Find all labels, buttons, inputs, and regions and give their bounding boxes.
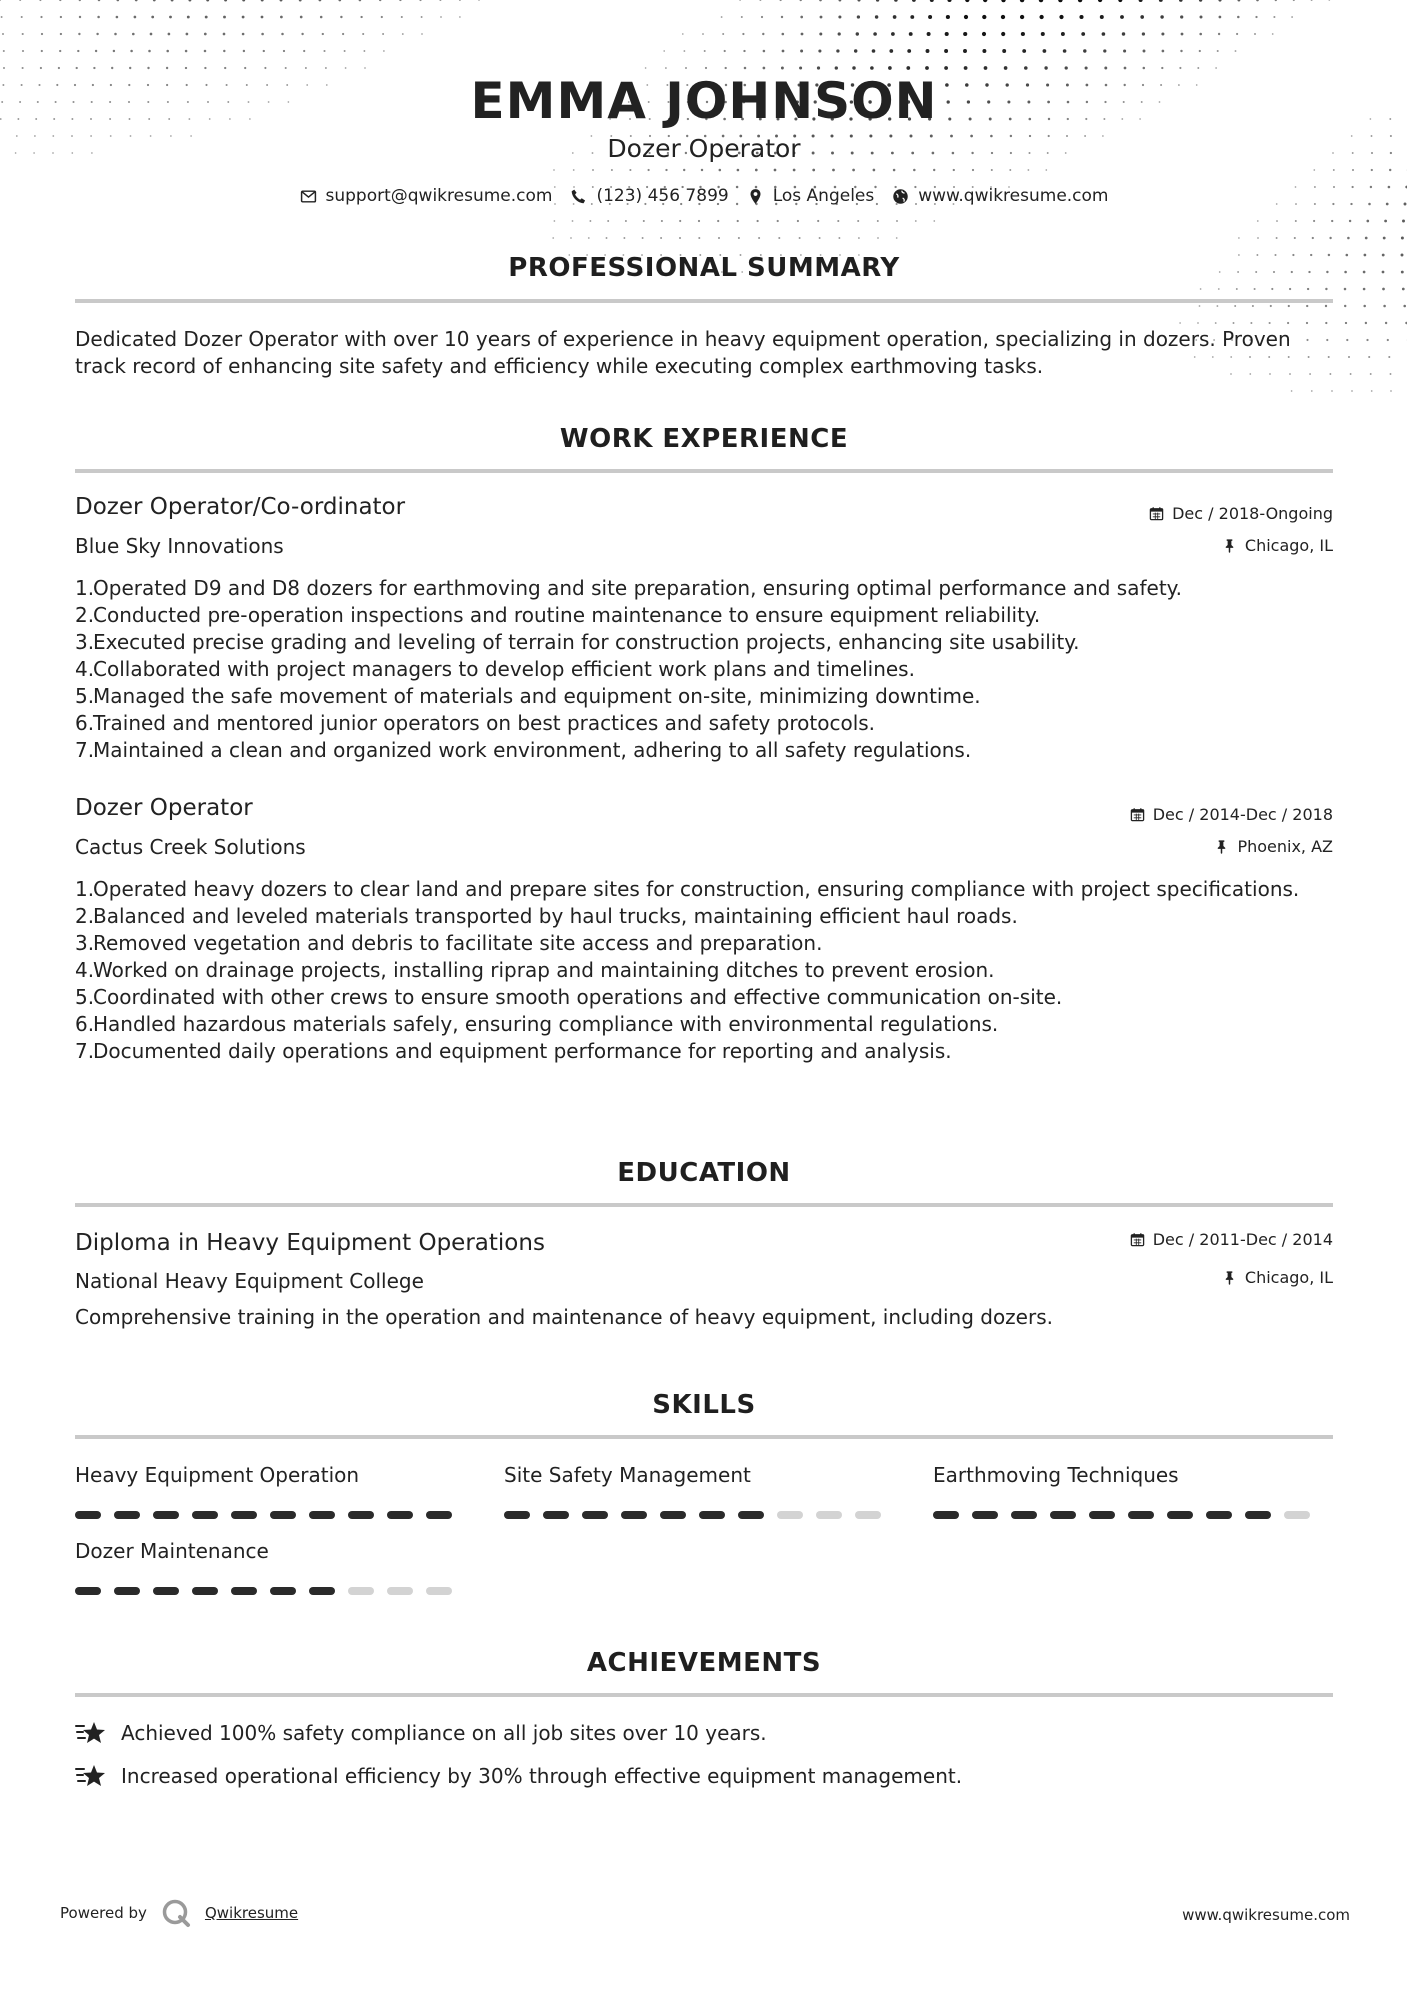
duty-text: Conducted pre-operation inspections and routine maintenance to ensure equipment reliability. — [93, 603, 1041, 627]
skills-heading: SKILLS — [652, 1390, 756, 1420]
footer-website[interactable]: www.qwikresume.com — [1182, 1906, 1350, 1924]
education-degree: Diploma in Heavy Equipment Operations — [75, 1230, 545, 1256]
skill-segment-filled — [543, 1511, 569, 1519]
skill-segment-filled — [699, 1511, 725, 1519]
duty-item: 7. Maintained a clean and organized work environment, adhering to all safety regulations. — [75, 738, 972, 762]
duty-text: Collaborated with project managers to develop efficient work plans and timelines. — [93, 657, 915, 681]
duty-text: Executed precise grading and leveling of terrain for construction projects, enhancing site usability. — [93, 630, 1080, 654]
achievement-item — [75, 1719, 767, 1747]
education-dates — [1130, 1230, 1333, 1249]
globe-icon — [892, 188, 909, 205]
skill-segment-filled — [231, 1587, 257, 1595]
skill-segment-filled — [1050, 1511, 1076, 1519]
duty-item: 4. Collaborated with project managers to develop efficient work plans and timelines. — [75, 657, 915, 681]
calendar-icon — [1130, 1232, 1145, 1247]
job-location-text-1: Chicago, IL — [1244, 536, 1333, 555]
education-school: National Heavy Equipment College — [75, 1269, 424, 1293]
education-heading: EDUCATION — [617, 1158, 791, 1188]
envelope-icon — [300, 188, 317, 205]
summary-heading: PROFESSIONAL SUMMARY — [508, 253, 900, 283]
skill-segment-filled — [114, 1587, 140, 1595]
skill-segment-filled — [933, 1511, 959, 1519]
skill-segment-filled — [114, 1511, 140, 1519]
skill-segment-filled — [1128, 1511, 1154, 1519]
achievement-text: Achieved 100% safety compliance on all job sites over 10 years. — [121, 1721, 767, 1745]
skill-segment-filled — [1011, 1511, 1037, 1519]
shooting-star-icon — [75, 1719, 107, 1747]
duty-item: 4. Worked on drainage projects, installing riprap and maintaining ditches to prevent erosion. — [75, 958, 995, 982]
duty-text: Operated heavy dozers to clear land and prepare sites for construction, ensuring compliance with project specifications. — [93, 877, 1300, 901]
education-divider — [75, 1203, 1333, 1207]
duty-text: Coordinated with other crews to ensure smooth operations and effective communication on-site. — [93, 985, 1063, 1009]
achievements-divider — [75, 1693, 1333, 1697]
skill-segment-filled — [1245, 1511, 1271, 1519]
skill-segment-filled — [1089, 1511, 1115, 1519]
duty-item: 7. Documented daily operations and equipment performance for reporting and analysis. — [75, 1039, 952, 1063]
phone-icon — [570, 188, 587, 205]
skill-segment-filled — [660, 1511, 686, 1519]
skill-name-1: Heavy Equipment Operation — [75, 1463, 360, 1487]
job-location-2 — [1214, 837, 1333, 856]
education-dates-text: Dec / 2011-Dec / 2014 — [1152, 1230, 1333, 1249]
skill-segment-filled — [75, 1511, 101, 1519]
skill-name-4: Dozer Maintenance — [75, 1539, 269, 1563]
map-pin-icon — [747, 188, 764, 205]
contact-website-text: www.qwikresume.com — [918, 186, 1109, 206]
duty-item: 6. Handled hazardous materials safely, ensuring compliance with environmental regulations. — [75, 1012, 999, 1036]
experience-heading: WORK EXPERIENCE — [559, 424, 849, 454]
duty-text: Balanced and leveled materials transported by haul trucks, maintaining efficient haul roads. — [93, 904, 1018, 928]
job-dates-2 — [1130, 805, 1333, 824]
job-company-2: Cactus Creek Solutions — [75, 835, 306, 859]
job-dates-1 — [1149, 504, 1333, 523]
duty-item: 6. Trained and mentored junior operators on best practices and safety protocols. — [75, 711, 876, 735]
duty-item: 3. Removed vegetation and debris to facilitate site access and preparation. — [75, 931, 823, 955]
contact-phone-text: (123) 456 7899 — [596, 186, 729, 206]
skill-segment-empty — [855, 1511, 881, 1519]
candidate-title: Dozer Operator — [607, 134, 801, 163]
skill-segment-filled — [1206, 1511, 1232, 1519]
skill-segment-empty — [1284, 1511, 1310, 1519]
pushpin-icon — [1214, 839, 1229, 854]
duty-text: Removed vegetation and debris to facilitate site access and preparation. — [93, 931, 823, 955]
summary-divider — [75, 299, 1333, 303]
job-dates-text-2: Dec / 2014-Dec / 2018 — [1152, 805, 1333, 824]
powered-by-label: Powered by — [60, 1904, 147, 1922]
skill-segment-filled — [1167, 1511, 1193, 1519]
skill-segment-filled — [231, 1511, 257, 1519]
job-title-1: Dozer Operator/Co-ordinator — [75, 494, 406, 520]
footer-powered-by — [60, 1898, 298, 1928]
skill-segment-filled — [270, 1587, 296, 1595]
job-location-text-2: Phoenix, AZ — [1237, 837, 1333, 856]
skill-name-2: Site Safety Management — [504, 1463, 751, 1487]
skill-segment-filled — [192, 1511, 218, 1519]
experience-divider — [75, 469, 1333, 473]
skill-bar-1 — [75, 1511, 452, 1519]
skill-segment-empty — [387, 1587, 413, 1595]
pushpin-icon — [1222, 1270, 1237, 1285]
duty-item: 5. Managed the safe movement of materials and equipment on-site, minimizing downtime. — [75, 684, 981, 708]
skill-segment-filled — [426, 1511, 452, 1519]
contact-location — [747, 186, 875, 206]
duty-item: 3. Executed precise grading and leveling of terrain for construction projects, enhancing site usability. — [75, 630, 1080, 654]
duty-item: 2. Conducted pre-operation inspections and routine maintenance to ensure equipment reliability. — [75, 603, 1041, 627]
achievement-item — [75, 1762, 962, 1790]
duty-text: Operated D9 and D8 dozers for earthmoving and site preparation, ensuring optimal performance and safety. — [93, 576, 1183, 600]
skill-bar-4 — [75, 1587, 452, 1595]
skill-segment-filled — [738, 1511, 764, 1519]
job-duties-1 — [75, 575, 1333, 764]
achievements-heading: ACHIEVEMENTS — [586, 1648, 822, 1678]
skill-segment-filled — [153, 1511, 179, 1519]
calendar-icon — [1130, 807, 1145, 822]
skill-segment-filled — [309, 1511, 335, 1519]
skill-segment-filled — [348, 1511, 374, 1519]
qwikresume-link[interactable]: Qwikresume — [204, 1904, 299, 1922]
shooting-star-icon — [75, 1762, 107, 1790]
duty-item: 5. Coordinated with other crews to ensure smooth operations and effective communication on-site. — [75, 985, 1063, 1009]
skill-segment-filled — [309, 1587, 335, 1595]
skill-segment-filled — [153, 1587, 179, 1595]
job-title-2: Dozer Operator — [75, 795, 253, 821]
skill-segment-filled — [621, 1511, 647, 1519]
contact-location-text: Los Angeles — [772, 186, 875, 206]
skills-divider — [75, 1435, 1333, 1439]
education-location — [1222, 1268, 1333, 1287]
skill-segment-empty — [348, 1587, 374, 1595]
duty-text: Documented daily operations and equipment performance for reporting and analysis. — [93, 1039, 952, 1063]
calendar-icon — [1149, 506, 1164, 521]
job-location-1 — [1222, 536, 1333, 555]
job-company-1: Blue Sky Innovations — [75, 534, 284, 558]
duty-item: 1. Operated heavy dozers to clear land and prepare sites for construction, ensuring compliance with project specifications. — [75, 877, 1300, 901]
skill-segment-filled — [972, 1511, 998, 1519]
skill-segment-empty — [426, 1587, 452, 1595]
skill-name-3: Earthmoving Techniques — [933, 1463, 1179, 1487]
job-dates-text-1: Dec / 2018-Ongoing — [1172, 504, 1333, 523]
duty-text: Managed the safe movement of materials and equipment on-site, minimizing downtime. — [93, 684, 981, 708]
job-duties-2 — [75, 876, 1333, 1065]
qwikresume-logo-icon — [161, 1898, 191, 1928]
duty-text: Trained and mentored junior operators on best practices and safety protocols. — [93, 711, 876, 735]
duty-text: Worked on drainage projects, installing riprap and maintaining ditches to prevent erosion. — [93, 958, 995, 982]
achievement-text: Increased operational efficiency by 30% through effective equipment management. — [121, 1764, 963, 1788]
duty-text: Handled hazardous materials safely, ensuring compliance with environmental regulations. — [93, 1012, 999, 1036]
dotted-wave-decoration — [0, 0, 1407, 460]
summary-text: Dedicated Dozer Operator with over 10 years of experience in heavy equipment operation, specializing in dozers. Proven track record of enhancing site safety and efficiency while executing complex earthmoving tasks. — [75, 327, 1291, 378]
skill-segment-filled — [75, 1587, 101, 1595]
duty-text: Maintained a clean and organized work environment, adhering to all safety regulations. — [93, 738, 972, 762]
skill-segment-filled — [192, 1587, 218, 1595]
pushpin-icon — [1222, 538, 1237, 553]
duty-item: 2. Balanced and leveled materials transported by haul trucks, maintaining efficient haul roads. — [75, 904, 1018, 928]
contact-phone[interactable] — [570, 186, 728, 206]
skill-segment-filled — [582, 1511, 608, 1519]
skill-segment-filled — [270, 1511, 296, 1519]
contact-email[interactable] — [300, 186, 553, 206]
duty-item: 1. Operated D9 and D8 dozers for earthmoving and site preparation, ensuring optimal performance and safety. — [75, 576, 1183, 600]
education-location-text: Chicago, IL — [1244, 1268, 1333, 1287]
contact-website[interactable] — [892, 186, 1108, 206]
education-description: Comprehensive training in the operation and maintenance of heavy equipment, including dozers. — [75, 1305, 1053, 1329]
skill-segment-filled — [387, 1511, 413, 1519]
candidate-name: EMMA JOHNSON — [470, 72, 938, 130]
skill-bar-3 — [933, 1511, 1310, 1519]
skill-segment-empty — [777, 1511, 803, 1519]
skill-segment-filled — [504, 1511, 530, 1519]
skill-segment-empty — [816, 1511, 842, 1519]
contact-email-text: support@qwikresume.com — [325, 186, 553, 206]
skill-bar-2 — [504, 1511, 881, 1519]
contact-bar — [75, 186, 1333, 206]
